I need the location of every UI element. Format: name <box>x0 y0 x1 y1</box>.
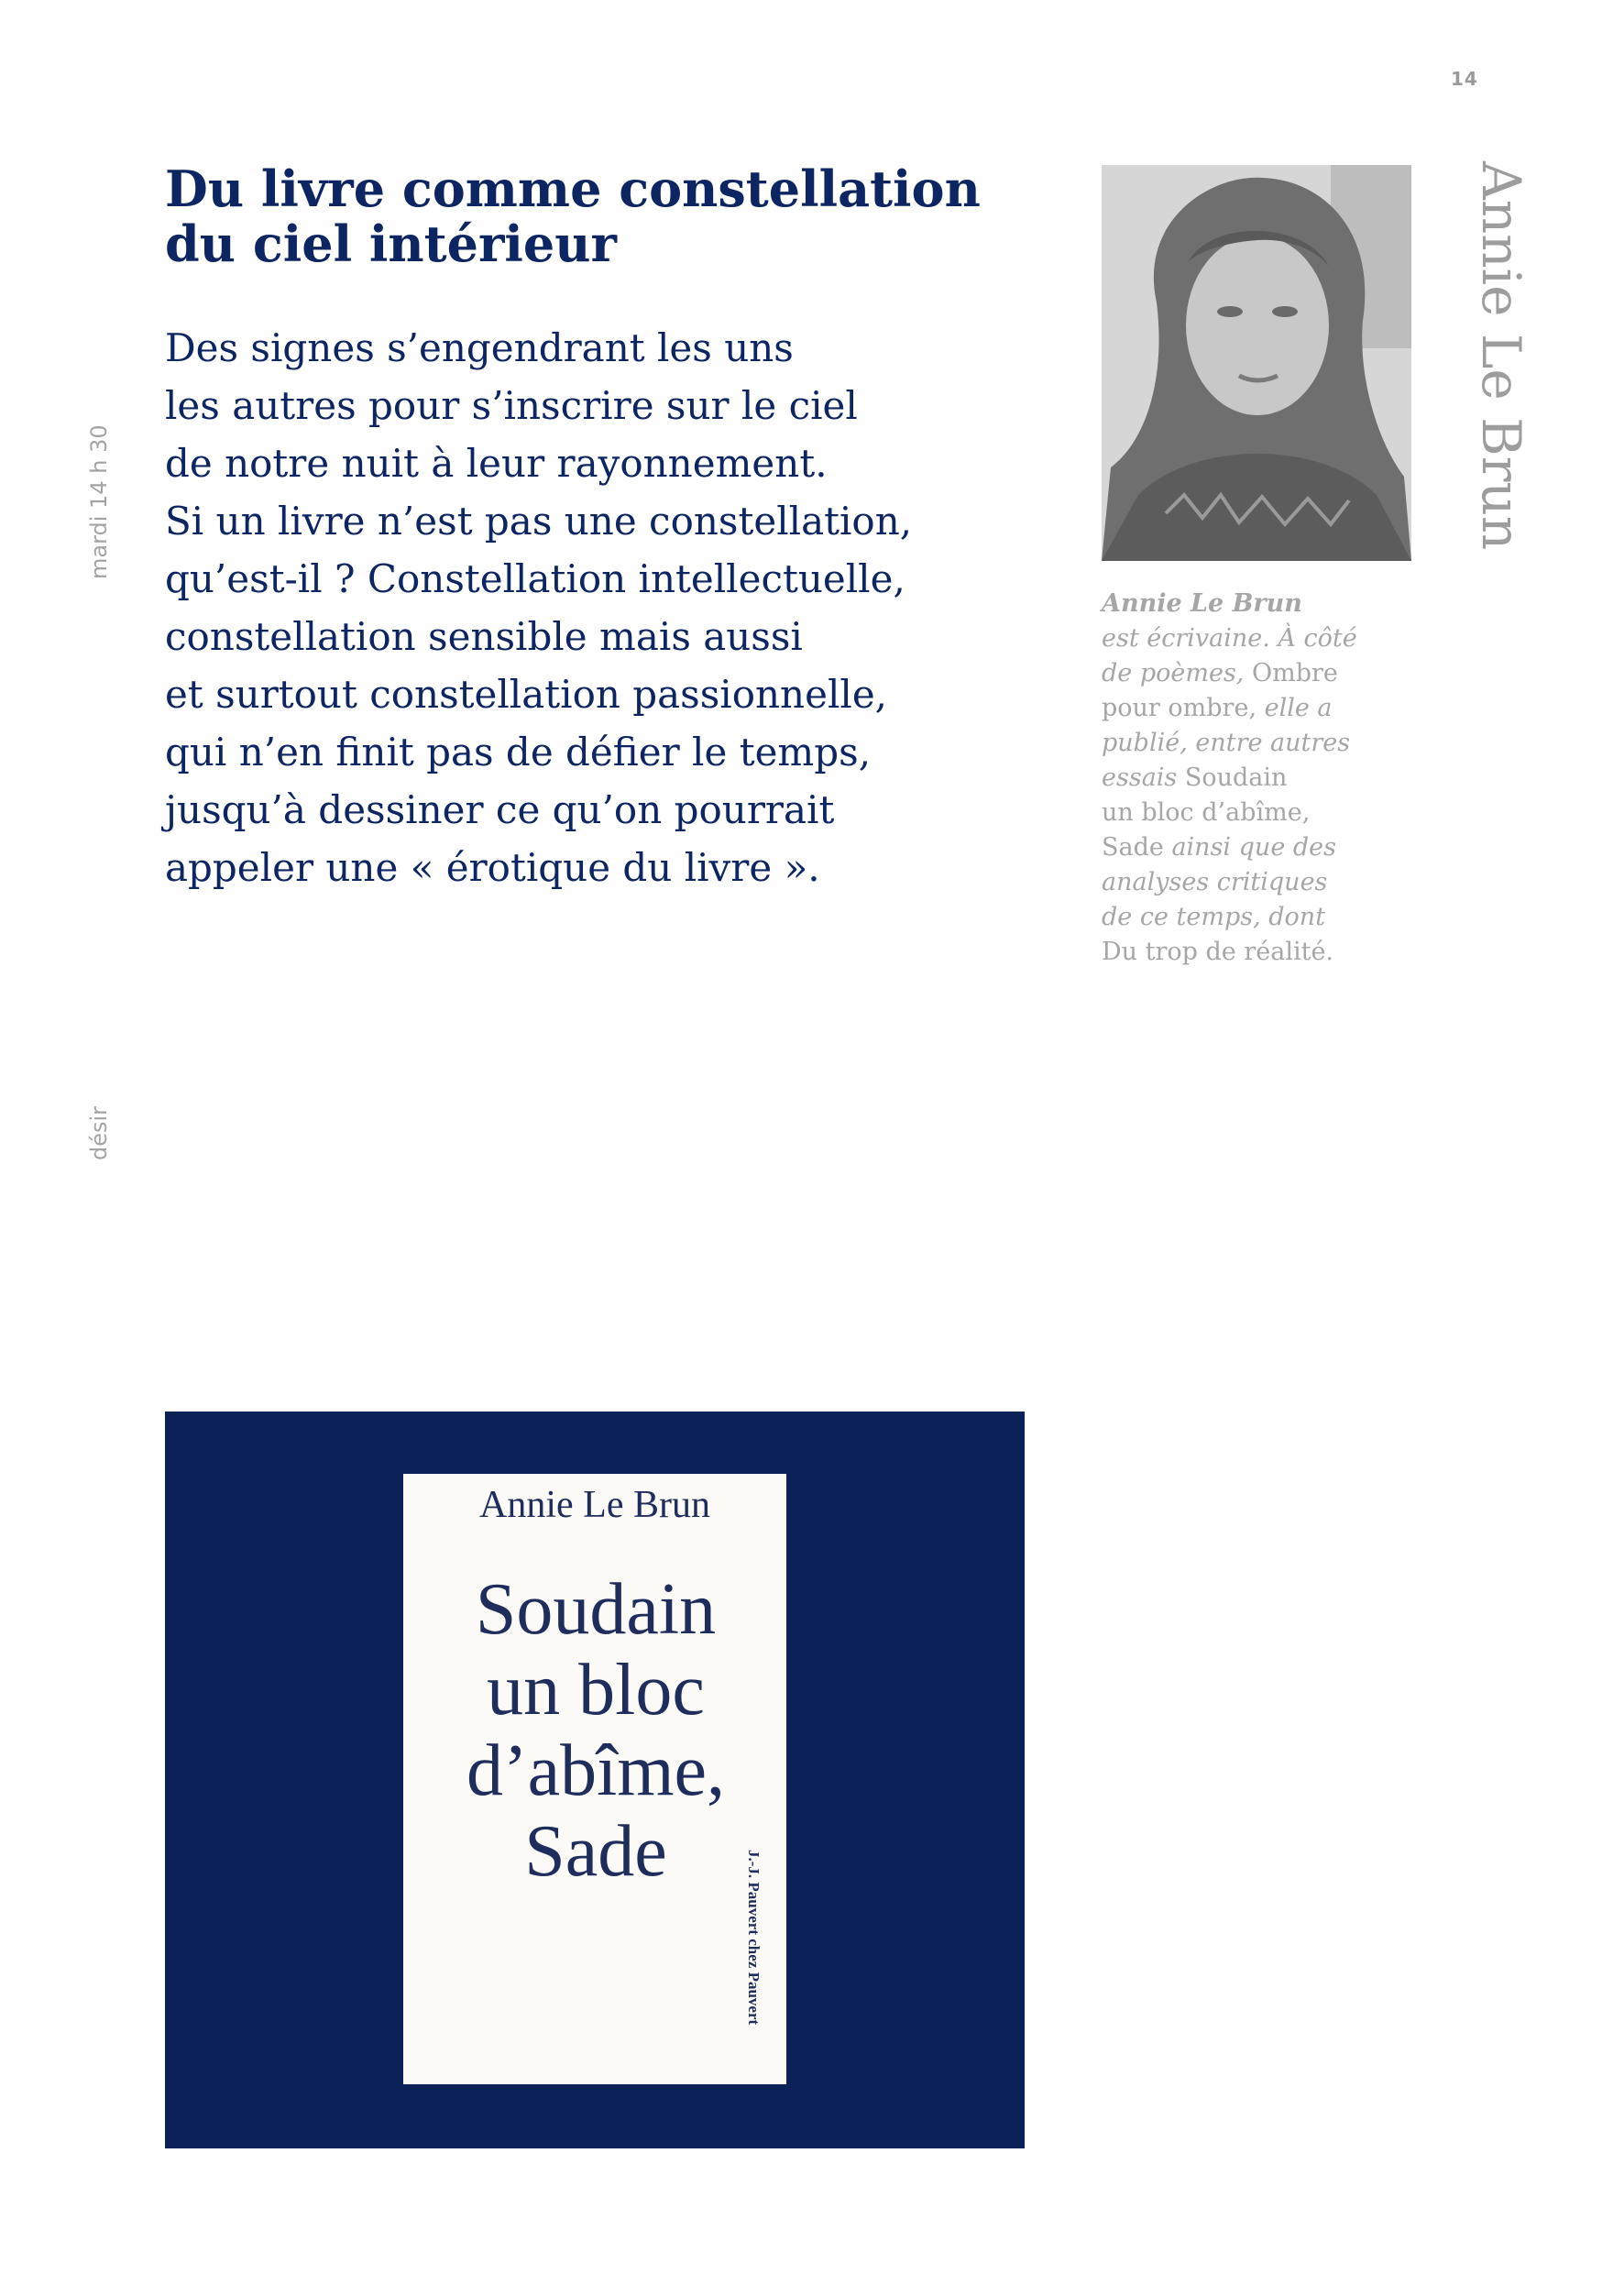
body-line: Si un livre n’est pas une constellation, <box>165 499 913 544</box>
bio-book-title: un bloc d’abîme, <box>1102 798 1311 827</box>
bio-author-name: Annie Le Brun <box>1102 589 1302 618</box>
book-cover-publisher: J.-J. Pauvert chez Pauvert <box>745 1850 763 2026</box>
article-title <box>165 161 1026 271</box>
body-line: les autres pour s’inscrire sur le ciel <box>165 383 858 428</box>
title-line: du ciel intérieur <box>165 214 617 273</box>
book-cover-frame <box>165 1412 1025 2148</box>
book-title-line: Soudain <box>475 1569 717 1650</box>
bio-book-title: Sade <box>1102 833 1172 862</box>
author-bio <box>1102 587 1413 970</box>
bio-text: ainsi que des <box>1171 833 1337 862</box>
bio-book-title: pour ombre, <box>1102 694 1265 722</box>
article-body <box>165 319 1045 896</box>
bio-text: essais <box>1102 763 1185 792</box>
theme-label: désir <box>86 1105 112 1160</box>
bio-text: de poèmes, <box>1102 659 1252 687</box>
bio-text: analyses critiques <box>1102 868 1328 896</box>
portrait-illustration <box>1102 165 1411 561</box>
author-portrait <box>1102 165 1411 561</box>
body-line: et surtout constellation passionnelle, <box>165 672 888 717</box>
bio-text: de ce temps, dont <box>1102 903 1326 931</box>
author-name-vertical: Annie Le Brun <box>1470 161 1532 551</box>
session-time-label: mardi 14 h 30 <box>86 424 112 579</box>
book-cover-title <box>431 1569 761 1892</box>
page-number: 14 <box>1451 68 1478 90</box>
book-title-line: un bloc <box>487 1650 705 1730</box>
bio-text: est écrivaine. À côté <box>1102 624 1357 653</box>
title-line: Du livre comme constellation <box>165 159 981 218</box>
body-line: jusqu’à dessiner ce qu’on pourrait <box>165 787 835 832</box>
body-line: de notre nuit à leur rayonnement. <box>165 441 828 486</box>
book-title-line: d’abîme, <box>466 1730 726 1811</box>
book-title-line: Sade <box>524 1811 667 1892</box>
book-cover <box>403 1474 786 2084</box>
bio-book-title: Ombre <box>1251 659 1338 687</box>
body-line: qu’est-il ? Constellation intellectuelle, <box>165 556 905 601</box>
body-line: appeler une « érotique du livre ». <box>165 845 820 890</box>
body-line: Des signes s’engendrant les uns <box>165 325 794 370</box>
book-cover-author: Annie Le Brun <box>479 1484 710 1526</box>
bio-book-title: Du trop de réalité. <box>1102 938 1334 966</box>
bio-text: elle a <box>1264 694 1333 722</box>
body-line: constellation sensible mais aussi <box>165 614 803 659</box>
bio-text: publié, entre autres <box>1102 729 1351 757</box>
bio-book-title: Soudain <box>1184 763 1288 792</box>
body-line: qui n’en finit pas de défier le temps, <box>165 730 872 774</box>
